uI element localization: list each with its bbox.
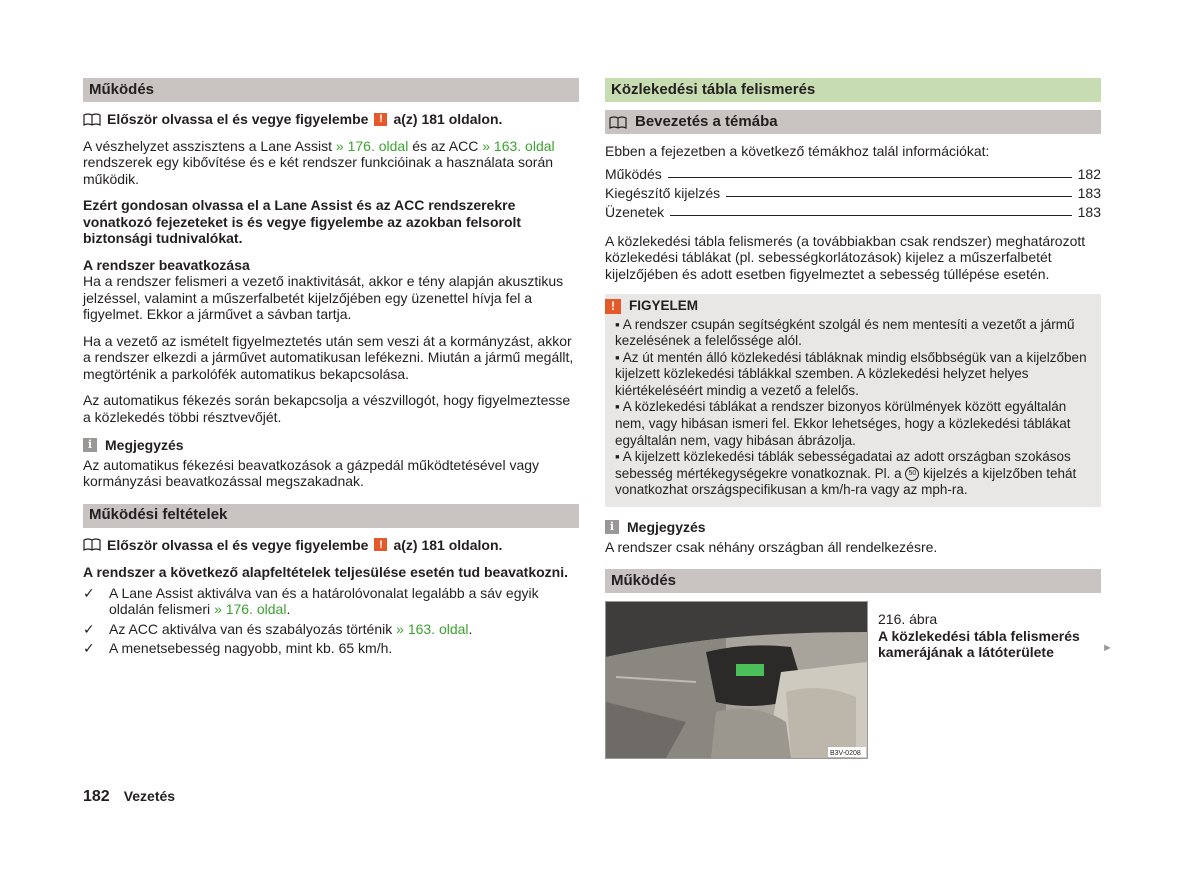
toc-page: 183 (1077, 185, 1101, 201)
toc-leader (668, 177, 1072, 178)
text-fragment: A vészhelyzet asszisztens a Lane Assist (83, 137, 336, 154)
toc-label: Működés (605, 166, 662, 182)
speed-limit-icon: 50 (905, 467, 919, 481)
note-title: Megjegyzés (627, 519, 706, 536)
book-icon (83, 113, 101, 126)
text-fragment: A Lane Assist aktiválva van és a határolóvonalat legalább a sáv egyik oldalán felismeri (109, 584, 539, 617)
car-interior-illustration (606, 602, 867, 758)
check-icon: ✓ (83, 620, 95, 637)
note-text: A rendszer csak néhány országban áll rendelkezésre. (605, 538, 938, 555)
warning-title: FIGYELEM (629, 298, 699, 313)
text-fragment: ▪ A kijelzett közlekedési táblák sebességadatai az adott országban szokásos sebesség mértékegységekre vonatkoznak. Pl. a (615, 449, 1071, 481)
chapter-header (605, 78, 1101, 102)
footer-section: Vezetés (123, 788, 176, 804)
warning-icon: ! (605, 299, 621, 314)
section-title: Működési feltételek (89, 506, 228, 524)
link-acc[interactable]: » 163. oldal (396, 620, 469, 637)
right-column (605, 78, 1101, 759)
text-fragment: Az ACC aktiválva van és szabályozás történik (109, 620, 397, 637)
figure-caption (868, 601, 1088, 759)
chapter-title: Közlekedési tábla felismerés (611, 80, 816, 98)
condition-text: Az ACC aktiválva van és szabályozás történik » 163. oldal. (109, 620, 473, 637)
warning-header (605, 298, 1091, 315)
read-first-notice (83, 537, 579, 554)
conditions-intro: A rendszer a következő alapfeltételek teljesülése esetén tud beavatkozni. (83, 564, 569, 580)
check-icon: ✓ (83, 584, 95, 601)
book-icon (83, 538, 101, 551)
link-acc[interactable]: » 163. oldal (482, 137, 555, 154)
section-header-mukodes (605, 569, 1101, 593)
section-header-mukodes (83, 78, 579, 102)
read-first-text: Először olvassa el és vegye figyelembe (107, 536, 369, 553)
paragraph-hazard-lights: Az automatikus fékezés során bekapcsolja a vészvillogót, hogy figyelmeztesse a közlekedés többi résztvevőjét. (83, 392, 571, 425)
read-first-ref: a(z) 181 oldalon. (393, 536, 503, 553)
section-header-conditions (83, 504, 579, 528)
note-header (83, 437, 579, 454)
warning-item: ▪ A rendszer csupán segítségként szolgál és nem mentesíti a vezetőt a jármű kezelésének a felelőssége alól. (615, 316, 1075, 349)
paragraph-safety: Ezért gondosan olvassa el a Lane Assist és az ACC rendszerekre vonatkozó fejezeteket is és vegye figyelembe az azokban felsorolt biztonsági tudnivalókat. (83, 197, 522, 246)
toc-leader (726, 196, 1071, 197)
text-fragment: rendszerek egy kibővítése és e két rendszer funkcióinak a használata során működik. (83, 154, 554, 187)
warning-box (605, 294, 1101, 507)
warning-item: ▪ Az út mentén álló közlekedési tábláknak mindig elsőbbségük van a kijelzőben kijelzett közlekedési táblákkal szemben. A közlekedési helyzet helyes kiértékeléséért mindig a vezető a felelős. (615, 349, 1087, 398)
toc-list (605, 164, 1101, 221)
read-first-notice (83, 111, 579, 128)
book-icon (609, 116, 627, 129)
list-item (83, 640, 579, 657)
figure (605, 601, 1101, 759)
figure-code: B3V-0208 (830, 750, 861, 758)
toc-label: Üzenetek (605, 204, 665, 220)
page-footer (83, 788, 175, 806)
condition-text: A Lane Assist aktiválva van és a határolóvonalat legalább a sáv egyik oldalán felismeri » 176. oldal. (109, 584, 539, 617)
paragraph-intervention: Ha a rendszer felismeri a vezető inaktivitását, akkor e tény alapján akusztikus jelzéssel, valamint a műszerfalbetét kijelzőjében egy üzenettel hívja fel a figyelmet. Ekkor a járművet a sávban tartja. (83, 273, 564, 322)
paragraph-intro (83, 138, 579, 188)
toc-leader (670, 215, 1071, 216)
toc-page: 182 (1077, 166, 1101, 182)
info-icon: i (83, 438, 97, 452)
intro-text: Ebben a fejezetben a következő témákhoz talál információkat: (605, 143, 990, 159)
left-column (83, 78, 579, 660)
conditions-list (83, 585, 579, 657)
text-fragment: kijelzés a kijelzőben tehát vonatkozhat országspecifikusan a km/h-ra vagy az mph-ra. (615, 465, 1077, 498)
warning-item: ▪ A közlekedési táblákat a rendszer bizonyos körülmények között egyáltalán nem, vagy hibásan ismeri fel. Ekkor lehetséges, hogy a közlekedési táblákat egyáltalán nem, vagy hibásan ábrázolja. (615, 399, 1071, 448)
warning-item (605, 449, 1091, 499)
subsection-header-intro (605, 110, 1101, 134)
list-item (83, 621, 579, 638)
section-title: Működés (89, 80, 155, 98)
condition-text: A menetsebesség nagyobb, mint kb. 65 km/h. (109, 640, 393, 656)
continue-arrow-icon: ► (1102, 642, 1113, 654)
section-title: Működés (611, 571, 677, 589)
check-icon: ✓ (83, 640, 95, 656)
warning-icon: ! (374, 113, 387, 126)
figure-caption-text: A közlekedési tábla felismerés kamerájának a látóterülete (878, 627, 1080, 661)
toc-row[interactable] (605, 183, 1101, 202)
text-fragment: és az ACC (408, 137, 483, 154)
toc-row[interactable] (605, 202, 1101, 221)
note-title: Megjegyzés (105, 437, 184, 453)
note-text: Az automatikus fékezési beavatkozások a gázpedál működtetésével vagy kormányzási beavatkozással megszakadnak. (83, 456, 540, 489)
figure-number: 216. ábra (878, 611, 938, 628)
toc-label: Kiegészítő kijelzés (605, 185, 721, 201)
link-lane-assist[interactable]: » 176. oldal (214, 601, 287, 617)
camera-view-image (605, 601, 868, 759)
list-item (83, 585, 579, 618)
read-first-ref: a(z) 181 oldalon. (393, 111, 503, 127)
warning-icon: ! (374, 538, 387, 551)
description-paragraph: A közlekedési tábla felismerés (a továbbiakban csak rendszer) meghatározott közlekedési táblákat (pl. sebességkorlátozások) kijelez a műszerfalbetét kijelzőjében és adott esetben figyelmeztet a sebesség túllépése esetén. (605, 232, 1086, 282)
info-icon: i (605, 520, 619, 534)
subsection-title: Bevezetés a témába (635, 112, 778, 130)
paragraph-braking: Ha a vezető az ismételt figyelmeztetés után sem veszi át a kormányzást, akkor a rendszer elkezdi a járművet automatikusan lefékezni. Miután a jármű megállt, megtörténik a parkolófék automatikus bekapcsolása. (83, 332, 574, 382)
note-header (605, 519, 1101, 536)
link-lane-assist[interactable]: » 176. oldal (335, 137, 409, 154)
subheading-intervention: A rendszer beavatkozása (83, 256, 250, 273)
toc-row[interactable] (605, 164, 1101, 183)
toc-page: 183 (1077, 204, 1101, 220)
read-first-text: Először olvassa el és vegye figyelembe (107, 111, 369, 127)
page-number: 182 (83, 788, 110, 805)
